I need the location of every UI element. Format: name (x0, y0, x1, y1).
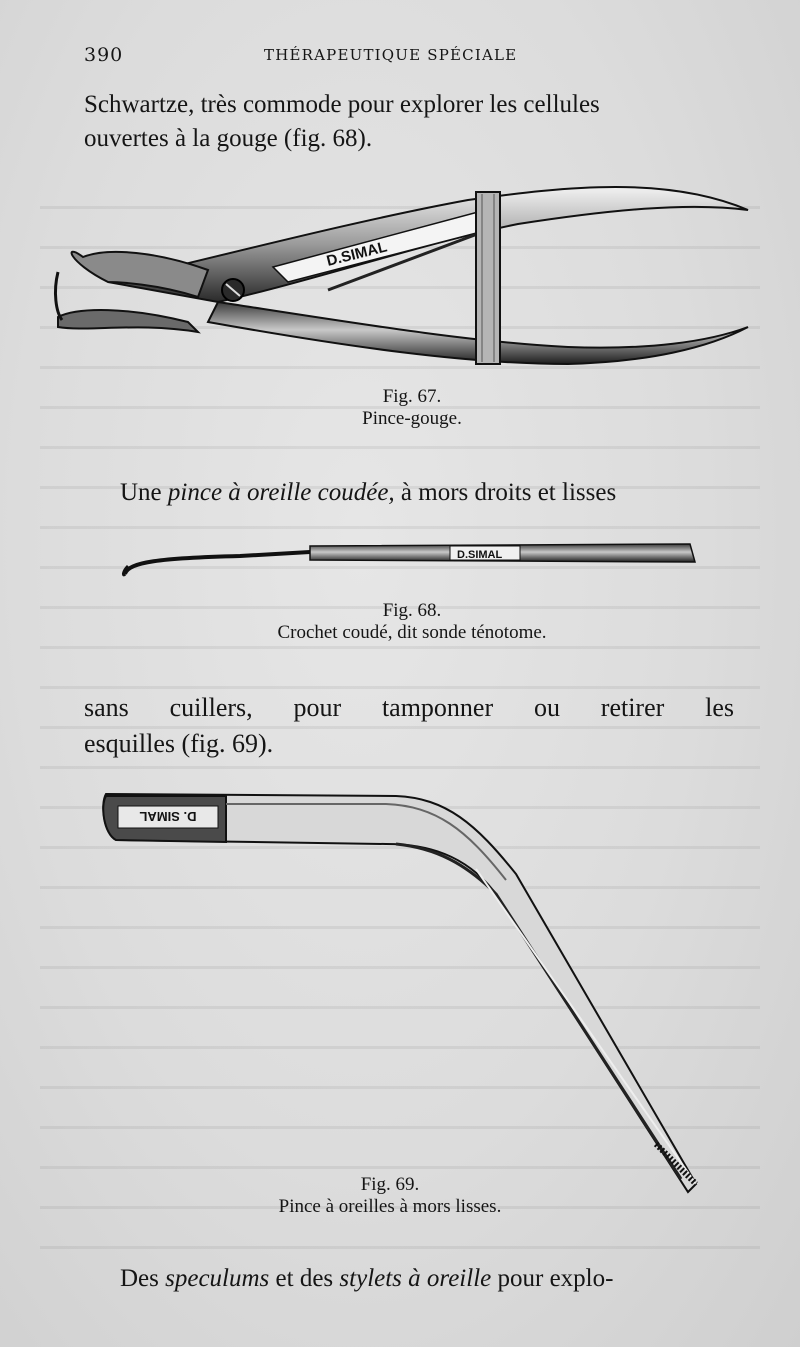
figure-69-number: Fig. 69. (360, 1174, 420, 1195)
paragraph-4-italic-1: speculums (165, 1265, 270, 1292)
figure-67-number: Fig. 67. (382, 386, 442, 407)
paragraph-1 (84, 88, 734, 156)
paragraph-4-italic-2: stylets à oreille (339, 1265, 492, 1292)
figure-68-crochet-illustration (120, 534, 700, 584)
paragraph-3-line-2: esquilles (fig. 69). (84, 729, 274, 758)
figure-67-title: Pince-gouge. (362, 408, 462, 429)
figure-68-caption (0, 600, 800, 644)
paragraph-4-text-end: pour explo- (491, 1265, 614, 1292)
paragraph-2 (84, 476, 734, 510)
figure-67-caption (0, 386, 800, 430)
paragraph-2-italic: pince à oreille coudée, (167, 479, 395, 506)
paragraph-1-line-1: Schwartze, très commode pour explorer les cellules (84, 91, 600, 118)
paragraph-1-line-2: ouvertes à la gouge (fig. 68). (84, 125, 373, 152)
paragraph-3-line-1: sans cuillers, pour tamponner ou retirer les (84, 693, 734, 722)
running-title: THÉRAPEUTIQUE SPÉCIALE (264, 46, 518, 64)
paragraph-4-text-mid: et des (269, 1265, 340, 1292)
figure-68-title: Crochet coudé, dit sonde ténotome. (277, 622, 547, 643)
figure-69-pince-oreilles-illustration (96, 784, 706, 1204)
paragraph-2-text-end: à mors droits et lisses (394, 479, 617, 506)
paragraph-4 (84, 1262, 734, 1296)
paragraph-2-text-start: Une (120, 479, 168, 506)
running-header (84, 44, 730, 68)
figure-68-number: Fig. 68. (382, 600, 442, 621)
paragraph-4-text-start: Des (120, 1265, 166, 1292)
figure-68-stamp: D.SIMAL (457, 549, 503, 561)
figure-69-stamp: D. SIMAL (139, 809, 197, 824)
figure-67-stamp: D.SIMAL (324, 238, 389, 270)
page-number: 390 (84, 44, 124, 66)
paragraph-3 (84, 690, 734, 762)
figure-69-title: Pince à oreilles à mors lisses. (278, 1196, 502, 1217)
figure-69-caption (0, 1174, 800, 1218)
figure-67-pince-gouge-illustration (48, 172, 758, 377)
